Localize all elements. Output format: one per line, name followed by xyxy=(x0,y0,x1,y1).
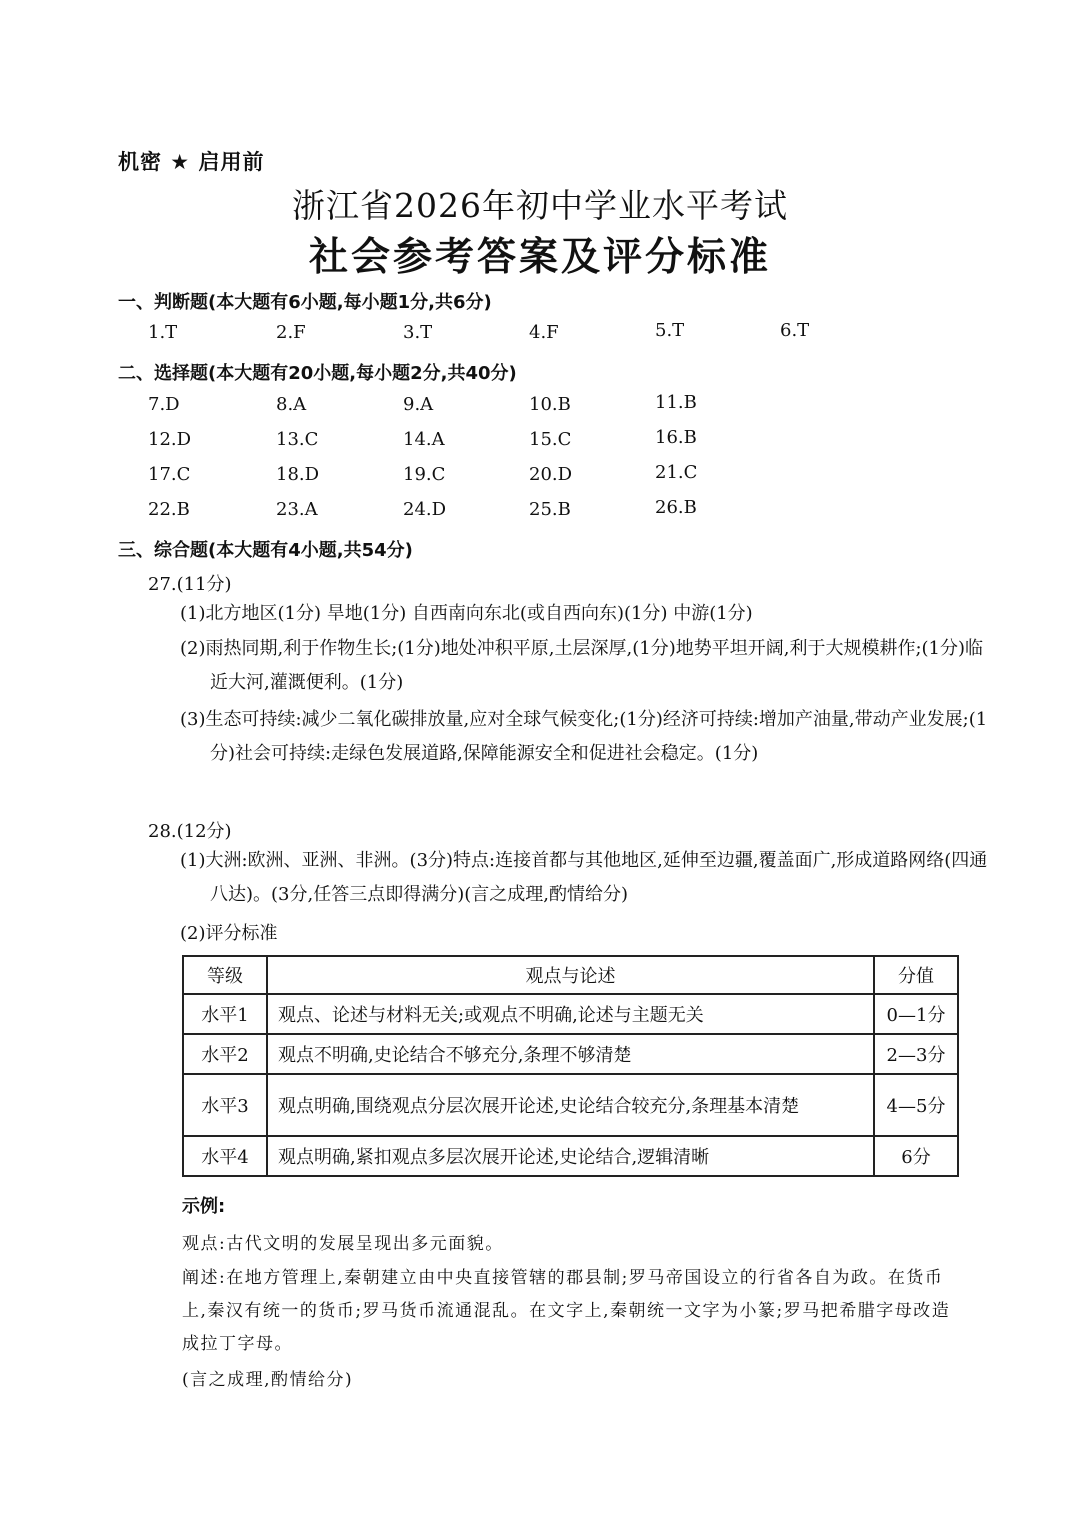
answer-item: 26.B xyxy=(655,497,697,518)
answer-item: 21.C xyxy=(655,462,698,483)
header-level: 等级 xyxy=(183,956,267,994)
q28-part2-label: (2)评分标准 xyxy=(180,923,278,944)
answer-item: 25.B xyxy=(529,499,571,520)
example-elaboration: 阐述:在地方管理上,秦朝建立由中央直接管辖的郡县制;罗马帝国设立的行省各自为政。在货币上,秦汉有统一的货币;罗马货币流通混乱。在文字上,秦朝统一文字为小篆;罗马把希腊字母改造成拉丁字母。 xyxy=(182,1268,951,1354)
answer-item: 20.D xyxy=(529,464,573,485)
answer-item: 17.C xyxy=(148,464,191,485)
table-row xyxy=(183,1034,958,1074)
level-cell: 水平2 xyxy=(183,1034,267,1074)
score-cell: 4—5分 xyxy=(874,1074,958,1136)
confidential-label: 机密 ★ 启用前 xyxy=(118,150,265,174)
answer-item: 14.A xyxy=(403,429,445,450)
question-28-heading: 28.(12分) xyxy=(148,821,232,842)
example-note: (言之成理,酌情给分) xyxy=(182,1370,354,1390)
answer-item: 1.T xyxy=(148,322,178,343)
answer-item: 19.C xyxy=(403,464,446,485)
q28-part1: (1)大洲:欧洲、亚洲、非洲。(3分)特点:连接首都与其他地区,延伸至边疆,覆盖面广,形成道路网络(四通八达)。(3分,任答三点即得满分)(言之成理,酌情给分) xyxy=(180,850,988,905)
table-header-row xyxy=(183,956,958,994)
example-label: 示例: xyxy=(182,1196,226,1217)
answer-item: 9.A xyxy=(403,394,434,415)
section1-heading: 一、判断题(本大题有6小题,每小题1分,共6分) xyxy=(118,292,492,313)
criteria-cell: 观点不明确,史论结合不够充分,条理不够清楚 xyxy=(267,1034,874,1074)
answer-item: 8.A xyxy=(276,394,307,415)
section2-heading: 二、选择题(本大题有20小题,每小题2分,共40分) xyxy=(118,363,517,384)
answer-item: 3.T xyxy=(403,322,433,343)
answer-item: 13.C xyxy=(276,429,319,450)
answer-item: 7.D xyxy=(148,394,180,415)
q27-part1: (1)北方地区(1分) 旱地(1分) 自西南向东北(或自西向东)(1分) 中游(1分) xyxy=(180,603,753,624)
document-subtitle: 社会参考答案及评分标准 xyxy=(308,235,771,280)
answer-item: 18.D xyxy=(276,464,320,485)
level-cell: 水平4 xyxy=(183,1136,267,1176)
header-score: 分值 xyxy=(874,956,958,994)
table-row xyxy=(183,1136,958,1176)
criteria-cell: 观点明确,围绕观点分层次展开论述,史论结合较充分,条理基本清楚 xyxy=(267,1074,874,1136)
criteria-cell: 观点、论述与材料无关;或观点不明确,论述与主题无关 xyxy=(267,994,874,1034)
criteria-cell: 观点明确,紧扣观点多层次展开论述,史论结合,逻辑清晰 xyxy=(267,1136,874,1176)
q27-part3: (3)生态可持续:减少二氧化碳排放量,应对全球气候变化;(1分)经济可持续:增加产油量,带动产业发展;(1分)社会可持续:走绿色发展道路,保障能源安全和促进社会稳定。(1分) xyxy=(180,709,988,764)
table-row xyxy=(183,1074,958,1136)
table-row xyxy=(183,994,958,1034)
level-cell: 水平3 xyxy=(183,1074,267,1136)
answer-item: 15.C xyxy=(529,429,572,450)
header-argument: 观点与论述 xyxy=(267,956,874,994)
section3-heading: 三、综合题(本大题有4小题,共54分) xyxy=(118,540,413,561)
question-27-heading: 27.(11分) xyxy=(148,574,232,595)
answer-item: 16.B xyxy=(655,427,697,448)
answer-item: 22.B xyxy=(148,499,190,520)
exam-title: 浙江省2026年初中学业水平考试 xyxy=(292,186,788,225)
level-cell: 水平1 xyxy=(183,994,267,1034)
answer-item: 10.B xyxy=(529,394,571,415)
answer-item: 11.B xyxy=(655,392,697,413)
answer-item: 23.A xyxy=(276,499,318,520)
q27-part2: (2)雨热同期,利于作物生长;(1分)地处冲积平原,土层深厚,(1分)地势平坦开阔,利于大规模耕作;(1分)临近大河,灌溉便利。(1分) xyxy=(180,638,983,693)
score-cell: 0—1分 xyxy=(874,994,958,1034)
score-cell: 6分 xyxy=(874,1136,958,1176)
scoring-rubric-table xyxy=(182,955,959,1177)
answer-item: 5.T xyxy=(655,320,685,341)
answer-item: 4.F xyxy=(529,322,559,343)
score-cell: 2—3分 xyxy=(874,1034,958,1074)
example-viewpoint: 观点:古代文明的发展呈现出多元面貌。 xyxy=(182,1234,504,1254)
answer-item: 6.T xyxy=(780,320,810,341)
answer-item: 2.F xyxy=(276,322,306,343)
answer-item: 12.D xyxy=(148,429,192,450)
answer-item: 24.D xyxy=(403,499,447,520)
